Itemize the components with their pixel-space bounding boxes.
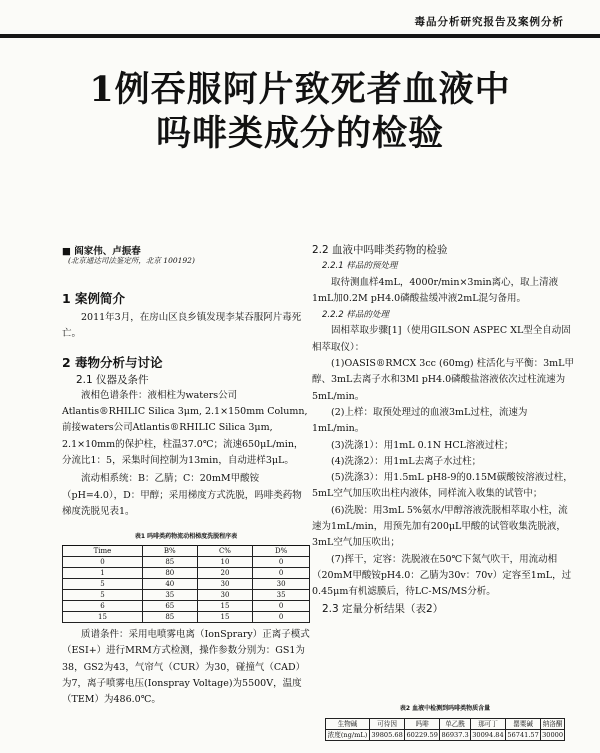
table-cell: 85: [142, 612, 197, 623]
section-2-2-2-heading: 2.2.2 样品的处理: [322, 310, 389, 321]
table-cell: 15: [197, 601, 253, 612]
table-header-cell: 那可丁: [470, 719, 505, 730]
article-title: [0, 68, 600, 156]
table-row: [63, 579, 310, 590]
table-header-cell: D%: [253, 546, 310, 557]
table-cell: 80: [142, 568, 197, 579]
table-cell: 0: [253, 601, 310, 612]
spe-step-1: (1)OASIS®RMCX 3cc (60mg) 柱活化与平衡：3mL甲醇、3mL去离子水和3Ml pH4.0磷酸盐溶液依次过柱流速为5mL/min。: [312, 358, 574, 402]
spe-step-6: (6)洗脱：用3mL 5%氨水/甲醇溶液洗脱相萃取小柱，流速为1mL/min，用预先加有200μL甲酸的试管收集洗脱液，3mL空气加压吹出；: [312, 504, 568, 549]
table-header-row: [63, 546, 310, 557]
section-2-heading: 2 毒物分析与讨论: [62, 354, 163, 370]
title-line-1: 1例吞服阿片致死者血液中: [89, 69, 511, 110]
mobile-phase-text: 流动相系统：B：乙腈；C：20mM甲酸铵（pH=4.0），D：甲醇；采用梯度方式洗脱，吗啡类药物梯度洗脱见表1。: [62, 473, 302, 517]
right-column: [312, 242, 576, 617]
table-1-caption: 表1 吗啡类药物流动相梯度洗脱程序表: [134, 533, 238, 540]
left-column: [62, 290, 310, 520]
section-2-2-1-heading: 2.2.1 样品的预处理: [322, 261, 398, 272]
spe-step-5: (5)洗涤3）：用1.5mL pH8-9的0.15M碳酸铵溶液过柱，5mL空气加压吹出柱内液体，同样流入收集的试管中；: [312, 472, 573, 500]
section-2-1-heading: 2.1 仪器及条件: [76, 373, 149, 386]
table-cell: 15: [197, 612, 253, 623]
table-1: [62, 545, 310, 623]
chromatography-conditions: 液相色谱条件：液相柱为waters公司Atlantis®RHILIC Silica 3μm, 2.1×150mm Column, 前接waters公司Atlantis®RHILIC Silica 3μm, 2.1×10mm的保护柱，柱温37.0℃；流速650μL/min，分流比1：5，采集时间控制为13min，自动进样3μL。: [62, 389, 308, 467]
table-cell: 35: [253, 590, 310, 601]
table-row: [326, 730, 565, 741]
table-row: [63, 568, 310, 579]
table-header-cell: 可待因: [370, 719, 405, 730]
table-cell: 0: [253, 612, 310, 623]
table-cell: 0: [63, 557, 143, 568]
table-cell: 30094.84: [472, 730, 504, 739]
ms-conditions-block: [62, 627, 310, 708]
table-cell: 浓度(ng/mL): [326, 730, 370, 741]
table-row: [63, 590, 310, 601]
ms-conditions: 质谱条件：采用电喷雾电离（IonSprary）正离子模式（ESI+）进行MRM方式检测，操作参数分别为：GS1为38，GS2为43，气帘气（CUR）为30，碰撞气（CAD）为7，离子喷雾电压(Ionspray Voltage)为5500V，温度（TEM）为486.0℃。: [62, 629, 310, 706]
header-rule: [0, 34, 600, 38]
table-cell: 39805.68: [371, 730, 403, 739]
journal-section-title: 毒品分析研究报告及案例分析: [414, 16, 564, 28]
table-cell: 35: [142, 590, 197, 601]
section-2-2-heading: 2.2 血液中吗啡类药物的检验: [312, 244, 448, 256]
table-cell: 30: [197, 590, 253, 601]
table-header-cell: 纳洛酮: [541, 719, 565, 730]
table-cell: 85: [142, 557, 197, 568]
table-cell: 65: [142, 601, 197, 612]
spe-step-3: (3)洗涤1）：用1mL 0.1N HCL溶液过柱；: [331, 439, 514, 451]
table-cell: 6: [63, 601, 143, 612]
table-header-cell: 罂粟碱: [506, 719, 541, 730]
table-header-row: [326, 719, 565, 730]
table-cell: 30: [197, 579, 253, 590]
table-cell: 1: [63, 568, 143, 579]
table-row: [63, 557, 310, 568]
table-cell: 5: [63, 590, 143, 601]
spe-step-4: (4)洗涤2）：用1mL去离子水过柱；: [331, 455, 482, 467]
section-1-heading: 1 案例简介: [62, 291, 126, 306]
table-cell: 40: [142, 579, 197, 590]
table-row: [63, 612, 310, 623]
table-cell: 56741.57: [507, 730, 539, 739]
table-header-cell: 吗啡: [405, 719, 440, 730]
table-header-cell: C%: [197, 546, 253, 557]
title-line-2: 吗啡类成分的检验: [155, 113, 444, 154]
table-cell: 20: [197, 568, 253, 579]
table-cell: 15: [63, 612, 143, 623]
table-header-cell: B%: [142, 546, 197, 557]
table-cell: 30: [253, 579, 310, 590]
table-cell: 10: [197, 557, 253, 568]
table-cell: 0: [253, 557, 310, 568]
spe-step-7: (7)挥干，定容：洗脱液在50℃下氮气吹干，用流动相（20mM甲酸铵pH4.0：乙腈为30v：70v）定容至1mL，过0.45μm有机滤膜后，待LC-MS/MS分析。: [312, 553, 572, 598]
table-row: [63, 601, 310, 612]
affiliation: (北京通达司法鉴定所，北京 100192): [68, 256, 195, 265]
table-cell: 86937.3: [441, 730, 469, 739]
table-cell: 60229.59: [406, 730, 438, 739]
table-2: [325, 718, 565, 741]
table-cell: 0: [253, 568, 310, 579]
case-text: 2011年3月，在房山区良乡镇发现李某吞服阿片毒死亡。: [62, 312, 302, 340]
table-cell: 5: [63, 579, 143, 590]
spe-intro: 固相萃取步骤[1]（使用GILSON ASPEC XL型全自动固相萃取仪）：: [312, 325, 571, 353]
table-header-cell: 单乙酰: [440, 719, 471, 730]
authors: ■ 阎家伟、卢振春: [62, 246, 141, 257]
pretreatment-text: 取待测血样4mL，4000r/min×3min离心，取上清液1mL加0.2M pH4.0磷酸盐缓冲液2mL混匀备用。: [312, 276, 559, 304]
table-cell: 30000: [542, 730, 564, 739]
spe-step-2: (2)上样：取预处理过的血液3mL过柱，流速为1mL/min。: [312, 406, 528, 435]
table-2-caption: 表2 血液中检测到吗啡类物质含量: [399, 705, 491, 712]
section-2-3-heading: 2.3 定量分析结果（表2）: [322, 602, 444, 615]
running-header: [0, 0, 600, 40]
table-header-cell: 生物碱: [326, 719, 370, 730]
table-header-cell: Time: [63, 546, 143, 557]
